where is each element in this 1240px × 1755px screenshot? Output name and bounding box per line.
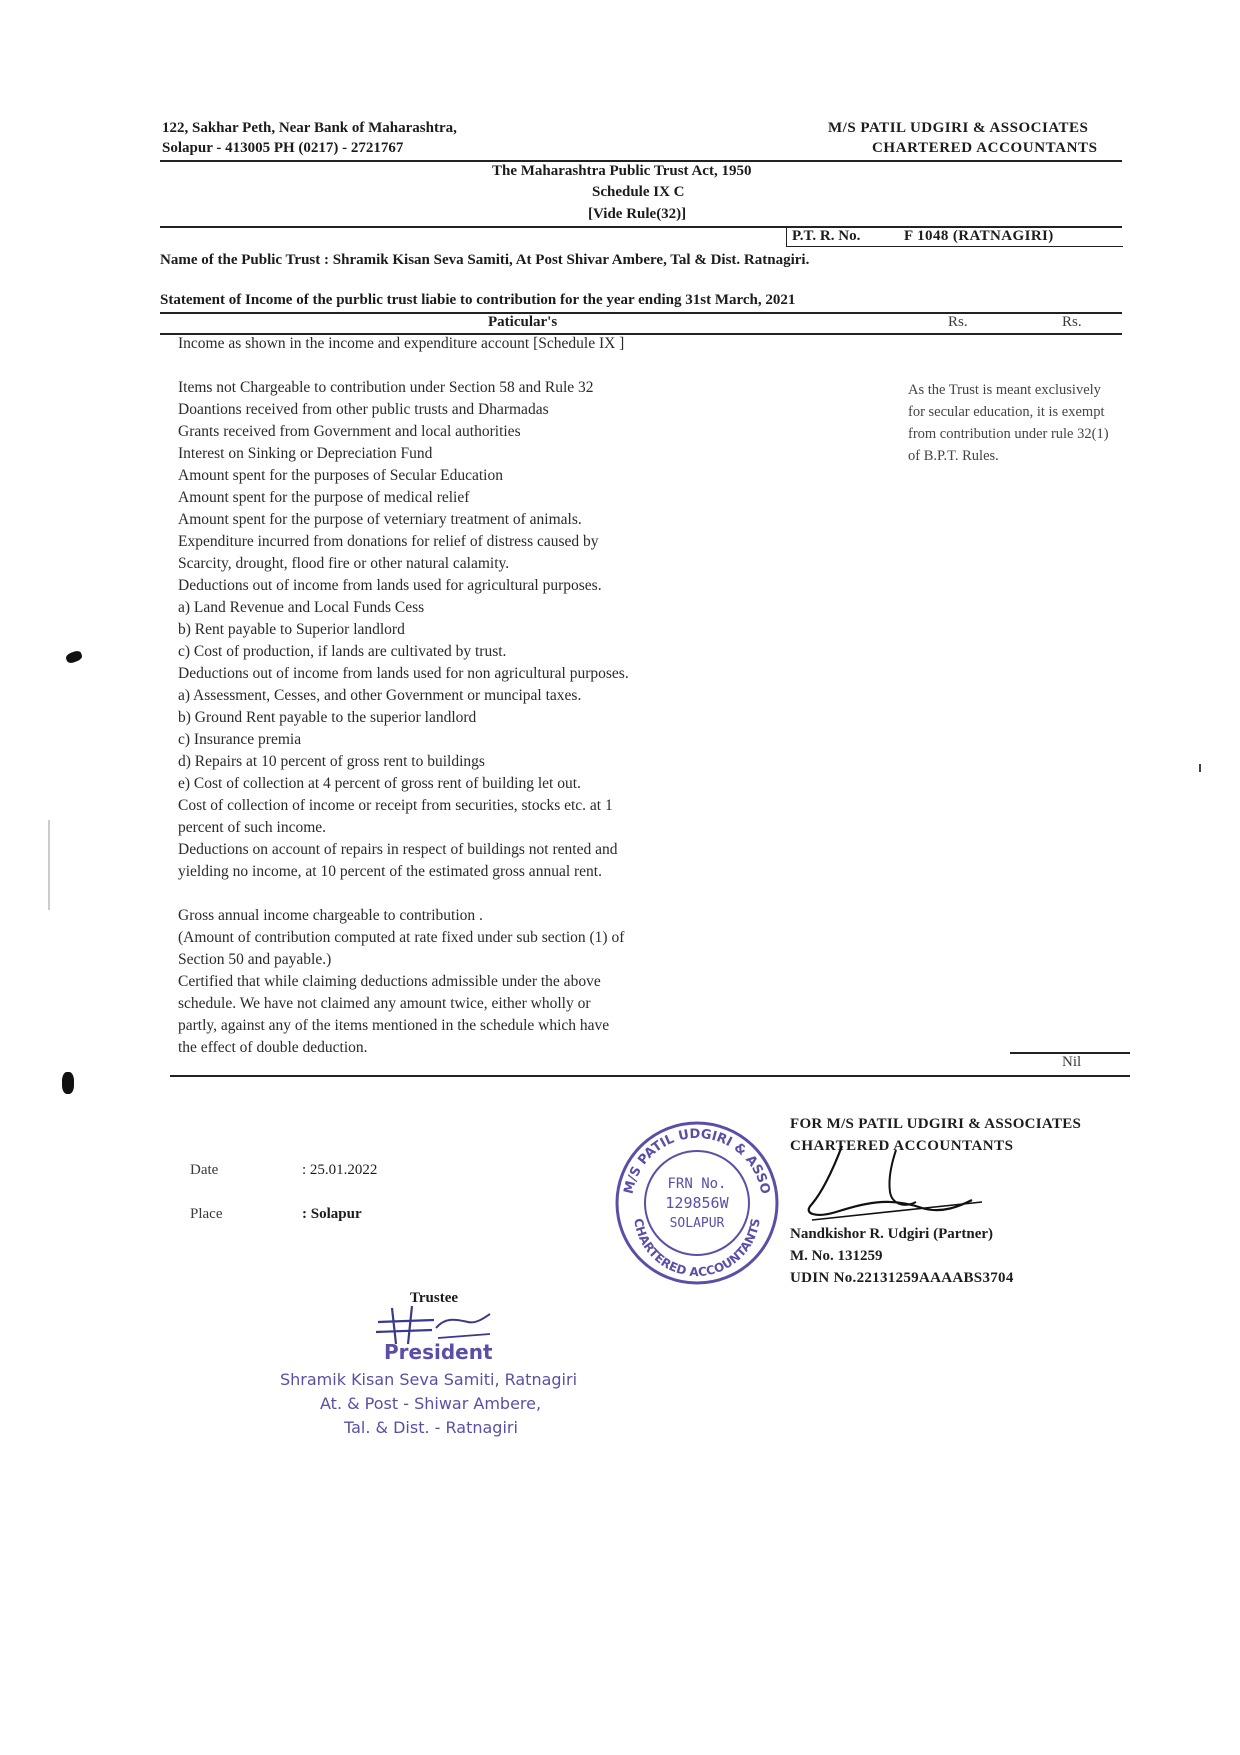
trust-name: Name of the Public Trust : Shramik Kisan Seva Samiti, At Post Shivar Ambere, Tal & Dist. Ratnagiri. bbox=[160, 252, 810, 268]
address-line-1: 122, Sakhar Peth, Near Bank of Maharashtra, bbox=[162, 120, 457, 136]
list-item: (Amount of contribution computed at rate fixed under sub section (1) of bbox=[178, 929, 625, 946]
list-item: Doantions received from other public trusts and Dharmadas bbox=[178, 401, 549, 418]
list-item: Amount spent for the purpose of medical relief bbox=[178, 489, 470, 506]
list-item: Deductions out of income from lands used for agricultural purposes. bbox=[178, 577, 602, 594]
firm-type: CHARTERED ACCOUNTANTS bbox=[872, 140, 1098, 156]
list-item: b) Ground Rent payable to the superior landlord bbox=[178, 709, 477, 726]
list-item: Certified that while claiming deductions admissible under the above bbox=[178, 973, 601, 990]
list-item: Scarcity, drought, flood fire or other natural calamity. bbox=[178, 555, 510, 572]
list-item: Expenditure incurred from donations for relief of distress caused by bbox=[178, 533, 599, 550]
list-item: Interest on Sinking or Depreciation Fund bbox=[178, 445, 433, 462]
for-firm: FOR M/S PATIL UDGIRI & ASSOCIATES bbox=[790, 1116, 1082, 1132]
schedule-title: Schedule IX C bbox=[592, 184, 685, 200]
place-value: : Solapur bbox=[302, 1206, 362, 1222]
partner-signature bbox=[792, 1142, 1002, 1224]
list-item: c) Cost of production, if lands are cultivated by trust. bbox=[178, 643, 507, 660]
place-label: Place bbox=[190, 1206, 223, 1222]
list-item: Section 50 and payable.) bbox=[178, 951, 332, 968]
signatory-firm-type: CHARTERED ACCOUNTANTS bbox=[790, 1138, 1014, 1154]
scan-dot bbox=[1199, 764, 1201, 772]
date-value: : 25.01.2022 bbox=[302, 1162, 378, 1178]
list-item: Gross annual income chargeable to contribution . bbox=[178, 907, 483, 924]
list-item: b) Rent payable to Superior landlord bbox=[178, 621, 405, 638]
list-item: Cost of collection of income or receipt from securities, stocks etc. at 1 bbox=[178, 797, 613, 814]
date-label: Date bbox=[190, 1162, 219, 1178]
col-rs-2: Rs. bbox=[1062, 314, 1082, 330]
list-item: the effect of double deduction. bbox=[178, 1039, 368, 1056]
trustee-label: Trustee bbox=[410, 1290, 459, 1306]
statement-title: Statement of Income of the purblic trust liabie to contribution for the year ending 31st March, 2021 bbox=[160, 292, 796, 308]
total-bottom-rule bbox=[170, 1075, 1130, 1077]
partner-name: Nandkishor R. Udgiri (Partner) bbox=[790, 1226, 994, 1242]
trust-addr-1: At. & Post - Shiwar Ambere, bbox=[320, 1394, 542, 1413]
ptr-label: P.T. R. No. bbox=[792, 228, 861, 244]
list-item: d) Repairs at 10 percent of gross rent to buildings bbox=[178, 753, 485, 770]
col-particulars: Paticular's bbox=[488, 314, 558, 330]
list-item: Grants received from Government and local authorities bbox=[178, 423, 521, 440]
address-line-2: Solapur - 413005 PH (0217) - 2721767 bbox=[162, 140, 404, 156]
list-item: percent of such income. bbox=[178, 819, 327, 836]
list-item: c) Insurance premia bbox=[178, 731, 302, 748]
header-rule bbox=[160, 160, 1122, 162]
list-item: Items not Chargeable to contribution under Section 58 and Rule 32 bbox=[178, 379, 594, 396]
trust-addr-2: Tal. & Dist. - Ratnagiri bbox=[344, 1418, 518, 1437]
statement-rule bbox=[160, 312, 1122, 314]
firm-seal bbox=[612, 1118, 782, 1288]
list-item: Income as shown in the income and expenditure account [Schedule IX ] bbox=[178, 335, 625, 352]
scan-mark bbox=[65, 650, 83, 665]
list-item: e) Cost of collection at 4 percent of gross rent of building let out. bbox=[178, 775, 581, 792]
col-rs-1: Rs. bbox=[948, 314, 968, 330]
rule-title: [Vide Rule(32)] bbox=[588, 206, 687, 222]
seal-ring-bottom: CHARTERED ACCOUNTANTS bbox=[631, 1217, 763, 1280]
list-item: a) Land Revenue and Local Funds Cess bbox=[178, 599, 425, 616]
seal-frn-label: FRN No. bbox=[667, 1176, 727, 1192]
act-title: The Maharashtra Public Trust Act, 1950 bbox=[492, 163, 752, 179]
seal-frn-value: 129856W bbox=[665, 1194, 729, 1212]
list-item: Amount spent for the purposes of Secular Education bbox=[178, 467, 503, 484]
trustee-title: President bbox=[384, 1340, 493, 1364]
membership-no: M. No. 131259 bbox=[790, 1248, 883, 1264]
ptr-value: F 1048 (RATNAGIRI) bbox=[904, 228, 1054, 244]
list-item: a) Assessment, Cesses, and other Government or muncipal taxes. bbox=[178, 687, 582, 704]
scan-mark bbox=[62, 1072, 74, 1094]
list-item: Deductions out of income from lands used for non agricultural purposes. bbox=[178, 665, 629, 682]
seal-city: SOLAPUR bbox=[669, 1216, 725, 1231]
list-item: partly, against any of the items mentioned in the schedule which have bbox=[178, 1017, 610, 1034]
list-item: yielding no income, at 10 percent of the estimated gross annual rent. bbox=[178, 863, 602, 880]
list-item: schedule. We have not claimed any amount twice, either wholly or bbox=[178, 995, 591, 1012]
seal-ring-top: M/S PATIL UDGIRI & ASSO bbox=[621, 1126, 773, 1196]
list-item: Amount spent for the purpose of veterniary treatment of animals. bbox=[178, 511, 582, 528]
total-value: Nil bbox=[1062, 1054, 1082, 1070]
firm-name: M/S PATIL UDGIRI & ASSOCIATES bbox=[828, 120, 1089, 136]
scan-edge bbox=[48, 820, 50, 910]
udin-no: UDIN No.22131259AAAABS3704 bbox=[790, 1270, 1014, 1286]
list-item: Deductions on account of repairs in respect of buildings not rented and bbox=[178, 841, 618, 858]
exemption-note: As the Trust is meant exclusively for secular education, it is exempt from contribution under rule 32(1) of B.P.T. Rules. bbox=[908, 382, 1109, 464]
trust-org: Shramik Kisan Seva Samiti, Ratnagiri bbox=[280, 1370, 578, 1389]
